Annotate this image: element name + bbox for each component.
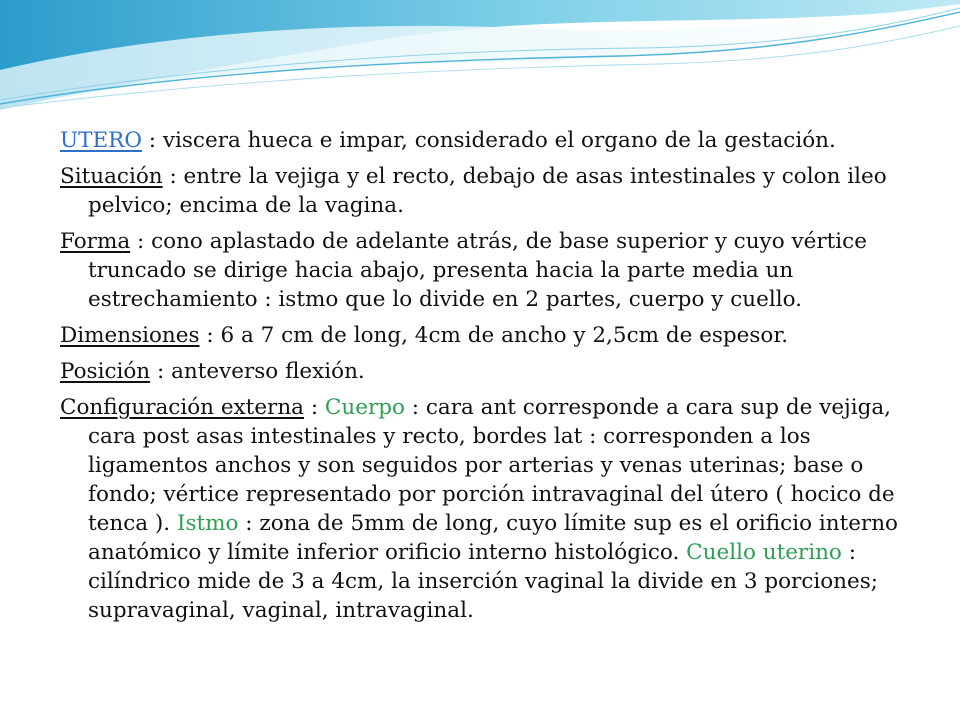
- paragraph-forma: [60, 227, 915, 314]
- sep-configuracion: :: [304, 395, 325, 420]
- text-forma: : cono aplastado de adelante atrás, de base superior y cuyo vértice truncado se dirige hacia abajo, presenta hacia la parte media un estrechamiento : istmo que lo divide en 2 partes, cuerpo y cuello.: [88, 229, 867, 312]
- paragraph-utero: [60, 126, 915, 155]
- term-forma: Forma: [60, 229, 131, 254]
- paragraph-dimensiones: [60, 321, 915, 350]
- wave-header-decoration: [0, 0, 960, 120]
- label-cuello: Cuello uterino: [686, 540, 842, 565]
- text-cuerpo: : cara ant corresponde a cara sup de vejiga, cara post asas intestinales y recto, bordes lat : corresponden a los ligamentos anchos y son seguidos por arterias y venas uterinas; base o fondo; vértice representado por porción intravaginal del útero ( hocico de tenca ).: [88, 395, 895, 536]
- label-istmo: Istmo: [176, 511, 239, 536]
- term-posicion: Posición: [60, 359, 151, 384]
- paragraph-configuracion: [60, 393, 915, 625]
- text-posicion: : anteverso flexión.: [150, 359, 365, 384]
- term-utero: UTERO: [60, 128, 142, 153]
- text-situacion: : entre la vejiga y el recto, debajo de asas intestinales y colon ileo pelvico; encima de la vagina.: [88, 164, 887, 218]
- term-configuracion: Configuración externa: [60, 395, 304, 420]
- label-cuerpo: Cuerpo: [324, 395, 405, 420]
- text-cuello: : cilíndrico mide de 3 a 4cm, la inserción vaginal la divide en 3 porciones; supravaginal, vaginal, intravaginal.: [88, 540, 879, 623]
- content-body: [60, 126, 915, 632]
- text-dimensiones: : 6 a 7 cm de long, 4cm de ancho y 2,5cm de espesor.: [199, 323, 789, 348]
- text-utero: : viscera hueca e impar, considerado el organo de la gestación.: [141, 128, 836, 153]
- paragraph-posicion: [60, 357, 915, 386]
- term-dimensiones: Dimensiones: [60, 323, 200, 348]
- text-istmo: : zona de 5mm de long, cuyo límite sup es el orificio interno anatómico y límite inferior orificio interno histológico.: [88, 511, 898, 565]
- term-situacion: Situación: [60, 164, 163, 189]
- paragraph-situacion: [60, 162, 915, 220]
